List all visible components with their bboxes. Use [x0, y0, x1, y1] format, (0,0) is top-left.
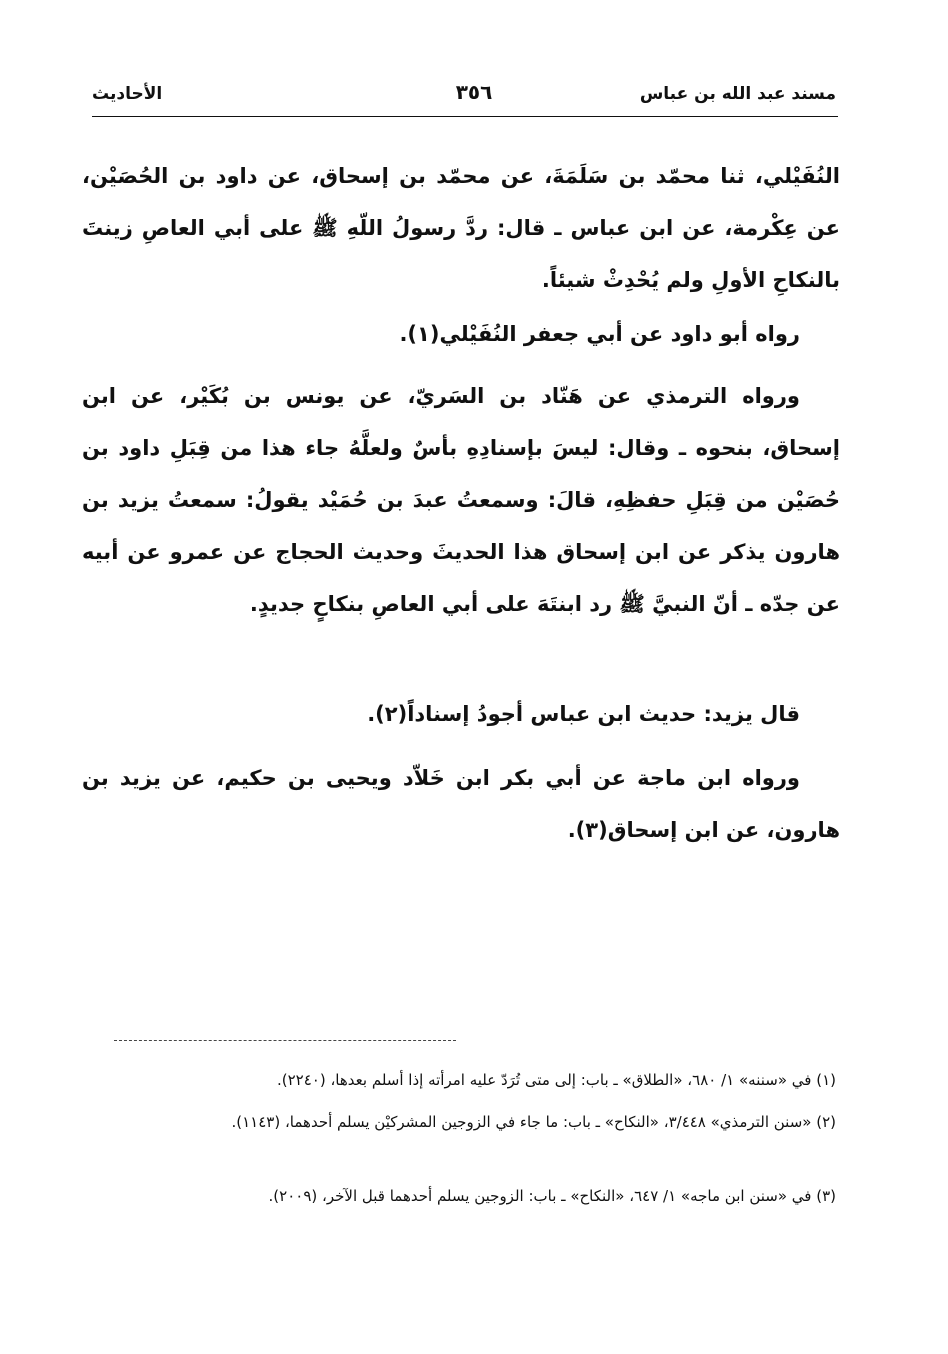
footnote: (٣) في «سنن ابن ماجه» ١/ ٦٤٧، «النكاح» ـ باب: الزوجين يسلم أحدهما قبل الآخر، (٢٠٠٩). [268, 1187, 836, 1205]
page-number: ٣٥٦ [455, 80, 493, 104]
body-paragraph: قال يزيد: حديث ابن عباس أجودُ إسناداً(٢). [367, 702, 800, 726]
footnote: (٢) «سنن الترمذي» ٣/٤٤٨، «النكاح» ـ باب: ما جاء في الزوجين المشركيْن يسلم أحدهما، (١١٤٣). [231, 1113, 836, 1131]
footnote: (١) في «سننه» ١/ ٦٨٠، «الطلاق» ـ باب: إلى متى تُرَدّ عليه امرأته إذا أسلم بعدها، (٢٢٤٠). [276, 1071, 836, 1089]
footnote-divider [114, 1040, 456, 1041]
body-paragraph: النُفَيْلي، ثنا محمّد بن سَلَمَةَ، عن محمّد بن إسحاق، عن داود بن الحُصَيْن، عن عِكْرمة، عن ابن عباس ـ قال: ردَّ رسولُ اللّهِ ﷺ على أبي العاصِ زينتَ بالنكاحِ الأولِ ولم يُحْدِثْ شيئاً. [82, 164, 840, 292]
body-paragraph: ورواه ابن ماجة عن أبي بكر ابن خَلاّد ويحيى بن حكيم، عن يزيد بن هارون، عن ابن إسحاق(٣). [82, 766, 840, 842]
body-paragraph: ورواه الترمذي عن هَنّاد بن السَريّ، عن يونس بن بُكَيْر، عن ابن إسحاق، بنحوه ـ وقال: ليسَ بإسنادِهِ بأسٌ ولعلَّهُ جاء هذا من قِبَلِ داود بن حُصَيْن من قِبَلِ حفظِهِ، قالَ: وسمعتُ عبدَ بن حُمَيْد يقولُ: سمعتُ يزيد بن هارون يذكر عن ابن إسحاق هذا الحديثَ وحديث الحجاج عن عمرو عن أبيه عن جدّه ـ أنّ النبيَّ ﷺ رد ابنتَهَ على أبي العاصِ بنكاحٍ جديدٍ. [82, 384, 840, 616]
running-header-section-title: الأحاديث [92, 84, 163, 104]
body-paragraph: رواه أبو داود عن أبي جعفر النُفَيْلي(١). [399, 322, 800, 346]
header-divider [92, 116, 838, 117]
running-header-book-title: مسند عبد الله بن عباس [639, 84, 836, 104]
